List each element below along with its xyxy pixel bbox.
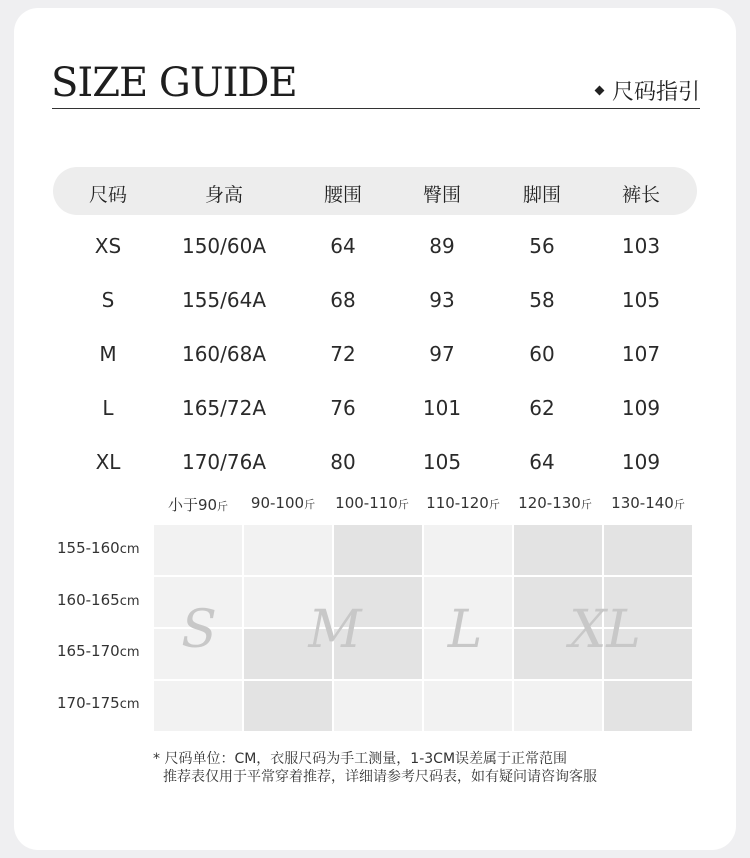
row-ankle: 56 xyxy=(529,234,555,258)
size-letter-m: M xyxy=(308,600,362,660)
grid-cell xyxy=(244,525,332,575)
grid-cell xyxy=(604,525,692,575)
grid-cell xyxy=(244,681,332,731)
row-size: XL xyxy=(95,450,121,474)
row-hip: 105 xyxy=(422,450,462,474)
header-waist: 腰围 xyxy=(323,184,363,206)
height-label: 165-170cm xyxy=(57,642,140,660)
row-size: L xyxy=(102,396,114,420)
row-waist: 68 xyxy=(330,288,356,312)
row-height: 150/60A xyxy=(181,234,267,258)
height-label: 170-175cm xyxy=(57,694,140,712)
weight-label: 130-140斤 xyxy=(611,494,685,512)
row-waist: 72 xyxy=(330,342,356,366)
row-size: XS xyxy=(94,234,122,258)
row-ankle: 58 xyxy=(529,288,555,312)
grid-cell xyxy=(424,681,512,731)
grid-cell xyxy=(334,525,422,575)
row-waist: 80 xyxy=(330,450,356,474)
note-line-1: * 尺码单位：CM，衣服尺码为手工测量，1-3CM误差属于正常范围 xyxy=(153,751,568,767)
row-size: M xyxy=(99,342,117,366)
row-ankle: 64 xyxy=(529,450,555,474)
row-height: 165/72A xyxy=(181,396,267,420)
row-hip: 97 xyxy=(429,342,455,366)
row-length: 107 xyxy=(621,342,661,366)
grid-cell xyxy=(154,525,242,575)
row-length: 109 xyxy=(621,396,661,420)
grid-cell xyxy=(514,681,602,731)
size-letter-s: S xyxy=(181,600,217,660)
row-ankle: 62 xyxy=(529,396,555,420)
weight-label: 小于90斤 xyxy=(167,496,229,514)
title-divider xyxy=(52,108,700,109)
grid-cell xyxy=(154,681,242,731)
header-height: 身高 xyxy=(204,184,244,206)
size-table-header-bar xyxy=(53,167,697,215)
row-ankle: 60 xyxy=(529,342,555,366)
row-length: 105 xyxy=(621,288,661,312)
weight-label: 120-130斤 xyxy=(518,494,592,512)
weight-label: 100-110斤 xyxy=(335,494,409,512)
row-size: S xyxy=(101,288,115,312)
weight-label: 90-100斤 xyxy=(250,494,316,512)
page-title: SIZE GUIDE xyxy=(51,60,297,106)
grid-cell xyxy=(514,525,602,575)
row-hip: 93 xyxy=(429,288,455,312)
grid-cell xyxy=(604,681,692,731)
header-length: 裤长 xyxy=(621,184,661,206)
row-hip: 101 xyxy=(422,396,462,420)
row-waist: 64 xyxy=(330,234,356,258)
row-length: 109 xyxy=(621,450,661,474)
header-size: 尺码 xyxy=(88,184,128,206)
row-height: 160/68A xyxy=(181,342,267,366)
header-hip: 臀围 xyxy=(422,184,462,206)
weight-label: 110-120斤 xyxy=(426,494,500,512)
row-waist: 76 xyxy=(330,396,356,420)
row-hip: 89 xyxy=(429,234,455,258)
row-height: 170/76A xyxy=(181,450,267,474)
grid-cell xyxy=(424,525,512,575)
size-letter-xl: XL xyxy=(569,600,641,660)
height-label: 160-165cm xyxy=(57,591,140,609)
note-line-2: 推荐表仅用于平常穿着推荐，详细请参考尺码表，如有疑问请咨询客服 xyxy=(163,769,597,785)
header-ankle: 脚围 xyxy=(522,184,562,206)
row-height: 155/64A xyxy=(181,288,267,312)
row-length: 103 xyxy=(621,234,661,258)
subtitle-text: 尺码指引 xyxy=(611,80,700,105)
page-subtitle xyxy=(596,75,700,106)
diamond-bullet-icon xyxy=(595,86,605,96)
height-label: 155-160cm xyxy=(57,539,140,557)
size-letter-l: L xyxy=(447,600,483,660)
grid-cell xyxy=(334,681,422,731)
